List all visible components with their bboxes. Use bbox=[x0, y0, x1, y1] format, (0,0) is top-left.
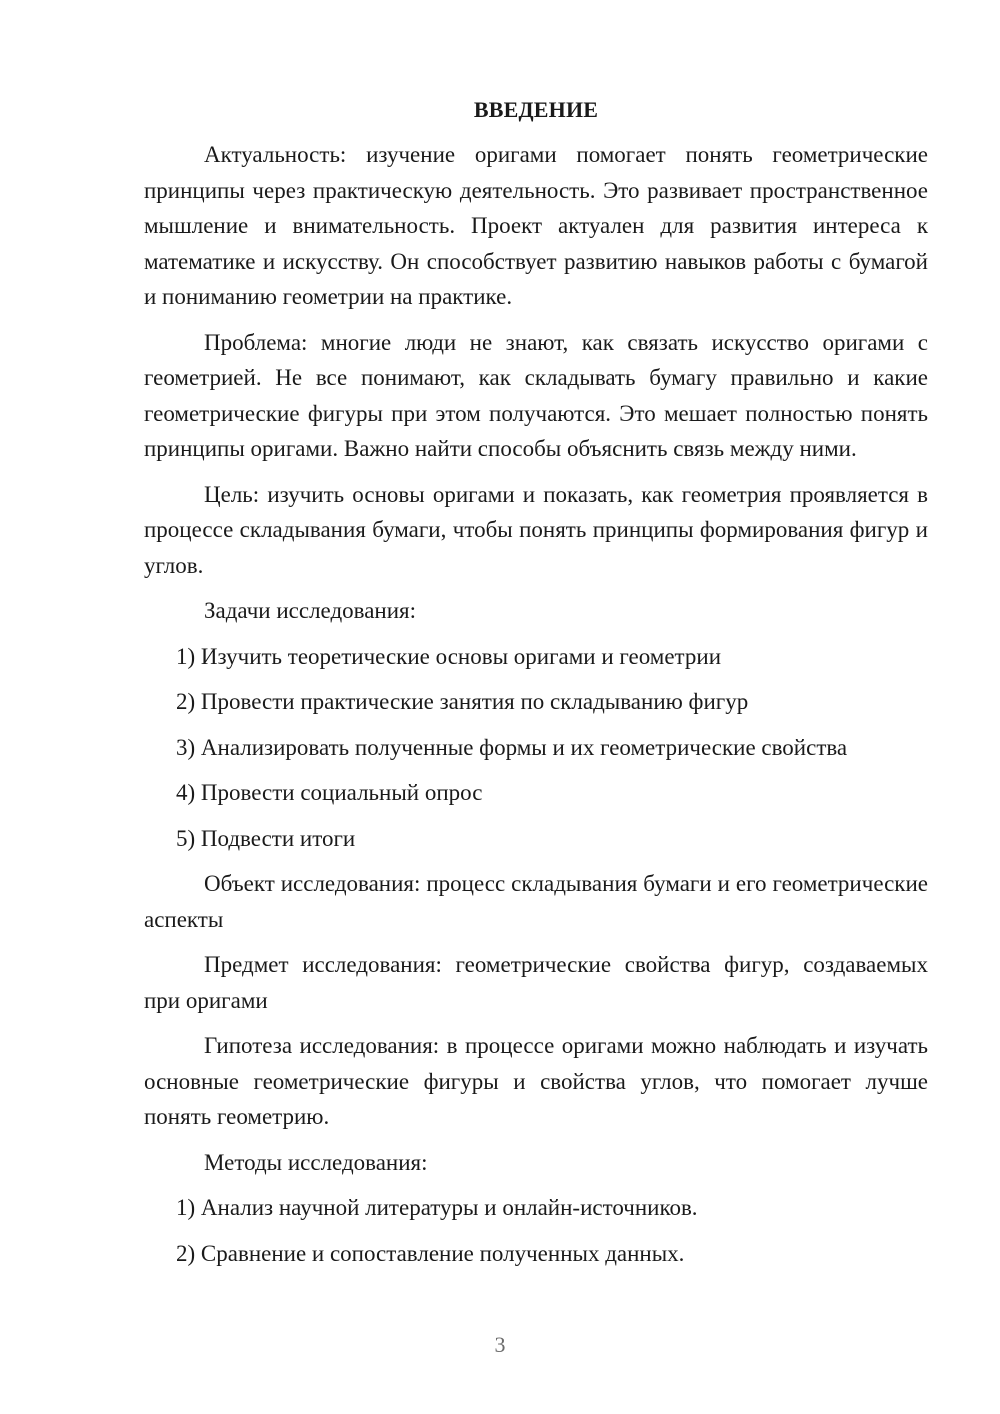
page-number: 3 bbox=[494, 1332, 506, 1357]
method-item: 1) Анализ научной литературы и онлайн-источников. bbox=[176, 1195, 698, 1220]
section-heading: ВВЕДЕНИЕ bbox=[473, 97, 599, 122]
document-page bbox=[144, 95, 928, 1281]
task-item: 5) Подвести итоги bbox=[176, 825, 356, 851]
relevance-paragraph: Актуальность: изучение оригами помогает понять геометрические принципы через практическую деятельность. Это развивает пространственное мышление и внимательность. Проект актуален для развития интереса к математике и искусству. Он способствует развитию навыков работы с бумагой и пониманию геометрии на практике. bbox=[144, 142, 928, 309]
hypothesis-paragraph: Гипотеза исследования: в процессе оригами можно наблюдать и изучать основные геометрические фигуры и свойства углов, что помогает лучше понять геометрию. bbox=[144, 1033, 928, 1129]
tasks-heading: Задачи исследования: bbox=[204, 598, 417, 623]
methods-heading: Методы исследования: bbox=[204, 1149, 428, 1175]
task-item: 1) Изучить теоретические основы оригами и геометрии bbox=[176, 643, 722, 669]
tasks-list bbox=[144, 639, 928, 857]
task-item: 4) Провести социальный опрос bbox=[176, 780, 483, 805]
method-item: 2) Сравнение и сопоставление полученных данных. bbox=[176, 1240, 685, 1266]
task-item: 3) Анализировать полученные формы и их геометрические свойства bbox=[176, 734, 848, 760]
problem-paragraph: Проблема: многие люди не знают, как связать искусство оригами с геометрией. Не все понимают, как складывать бумагу правильно и какие геометрические фигуры при этом получаются. Это мешает полностью понять принципы оригами. Важно найти способы объяснить связь между ними. bbox=[144, 329, 928, 461]
object-paragraph: Объект исследования: процесс складывания бумаги и его геометрические аспекты bbox=[144, 871, 928, 932]
subject-paragraph: Предмет исследования: геометрические свойства фигур, создаваемых при оригами bbox=[144, 952, 928, 1013]
goal-paragraph: Цель: изучить основы оригами и показать, как геометрия проявляется в процессе складывания бумаги, чтобы понять принципы формирования фигур и углов. bbox=[144, 481, 928, 578]
methods-list bbox=[144, 1190, 928, 1271]
task-item: 2) Провести практические занятия по складыванию фигур bbox=[176, 689, 749, 714]
